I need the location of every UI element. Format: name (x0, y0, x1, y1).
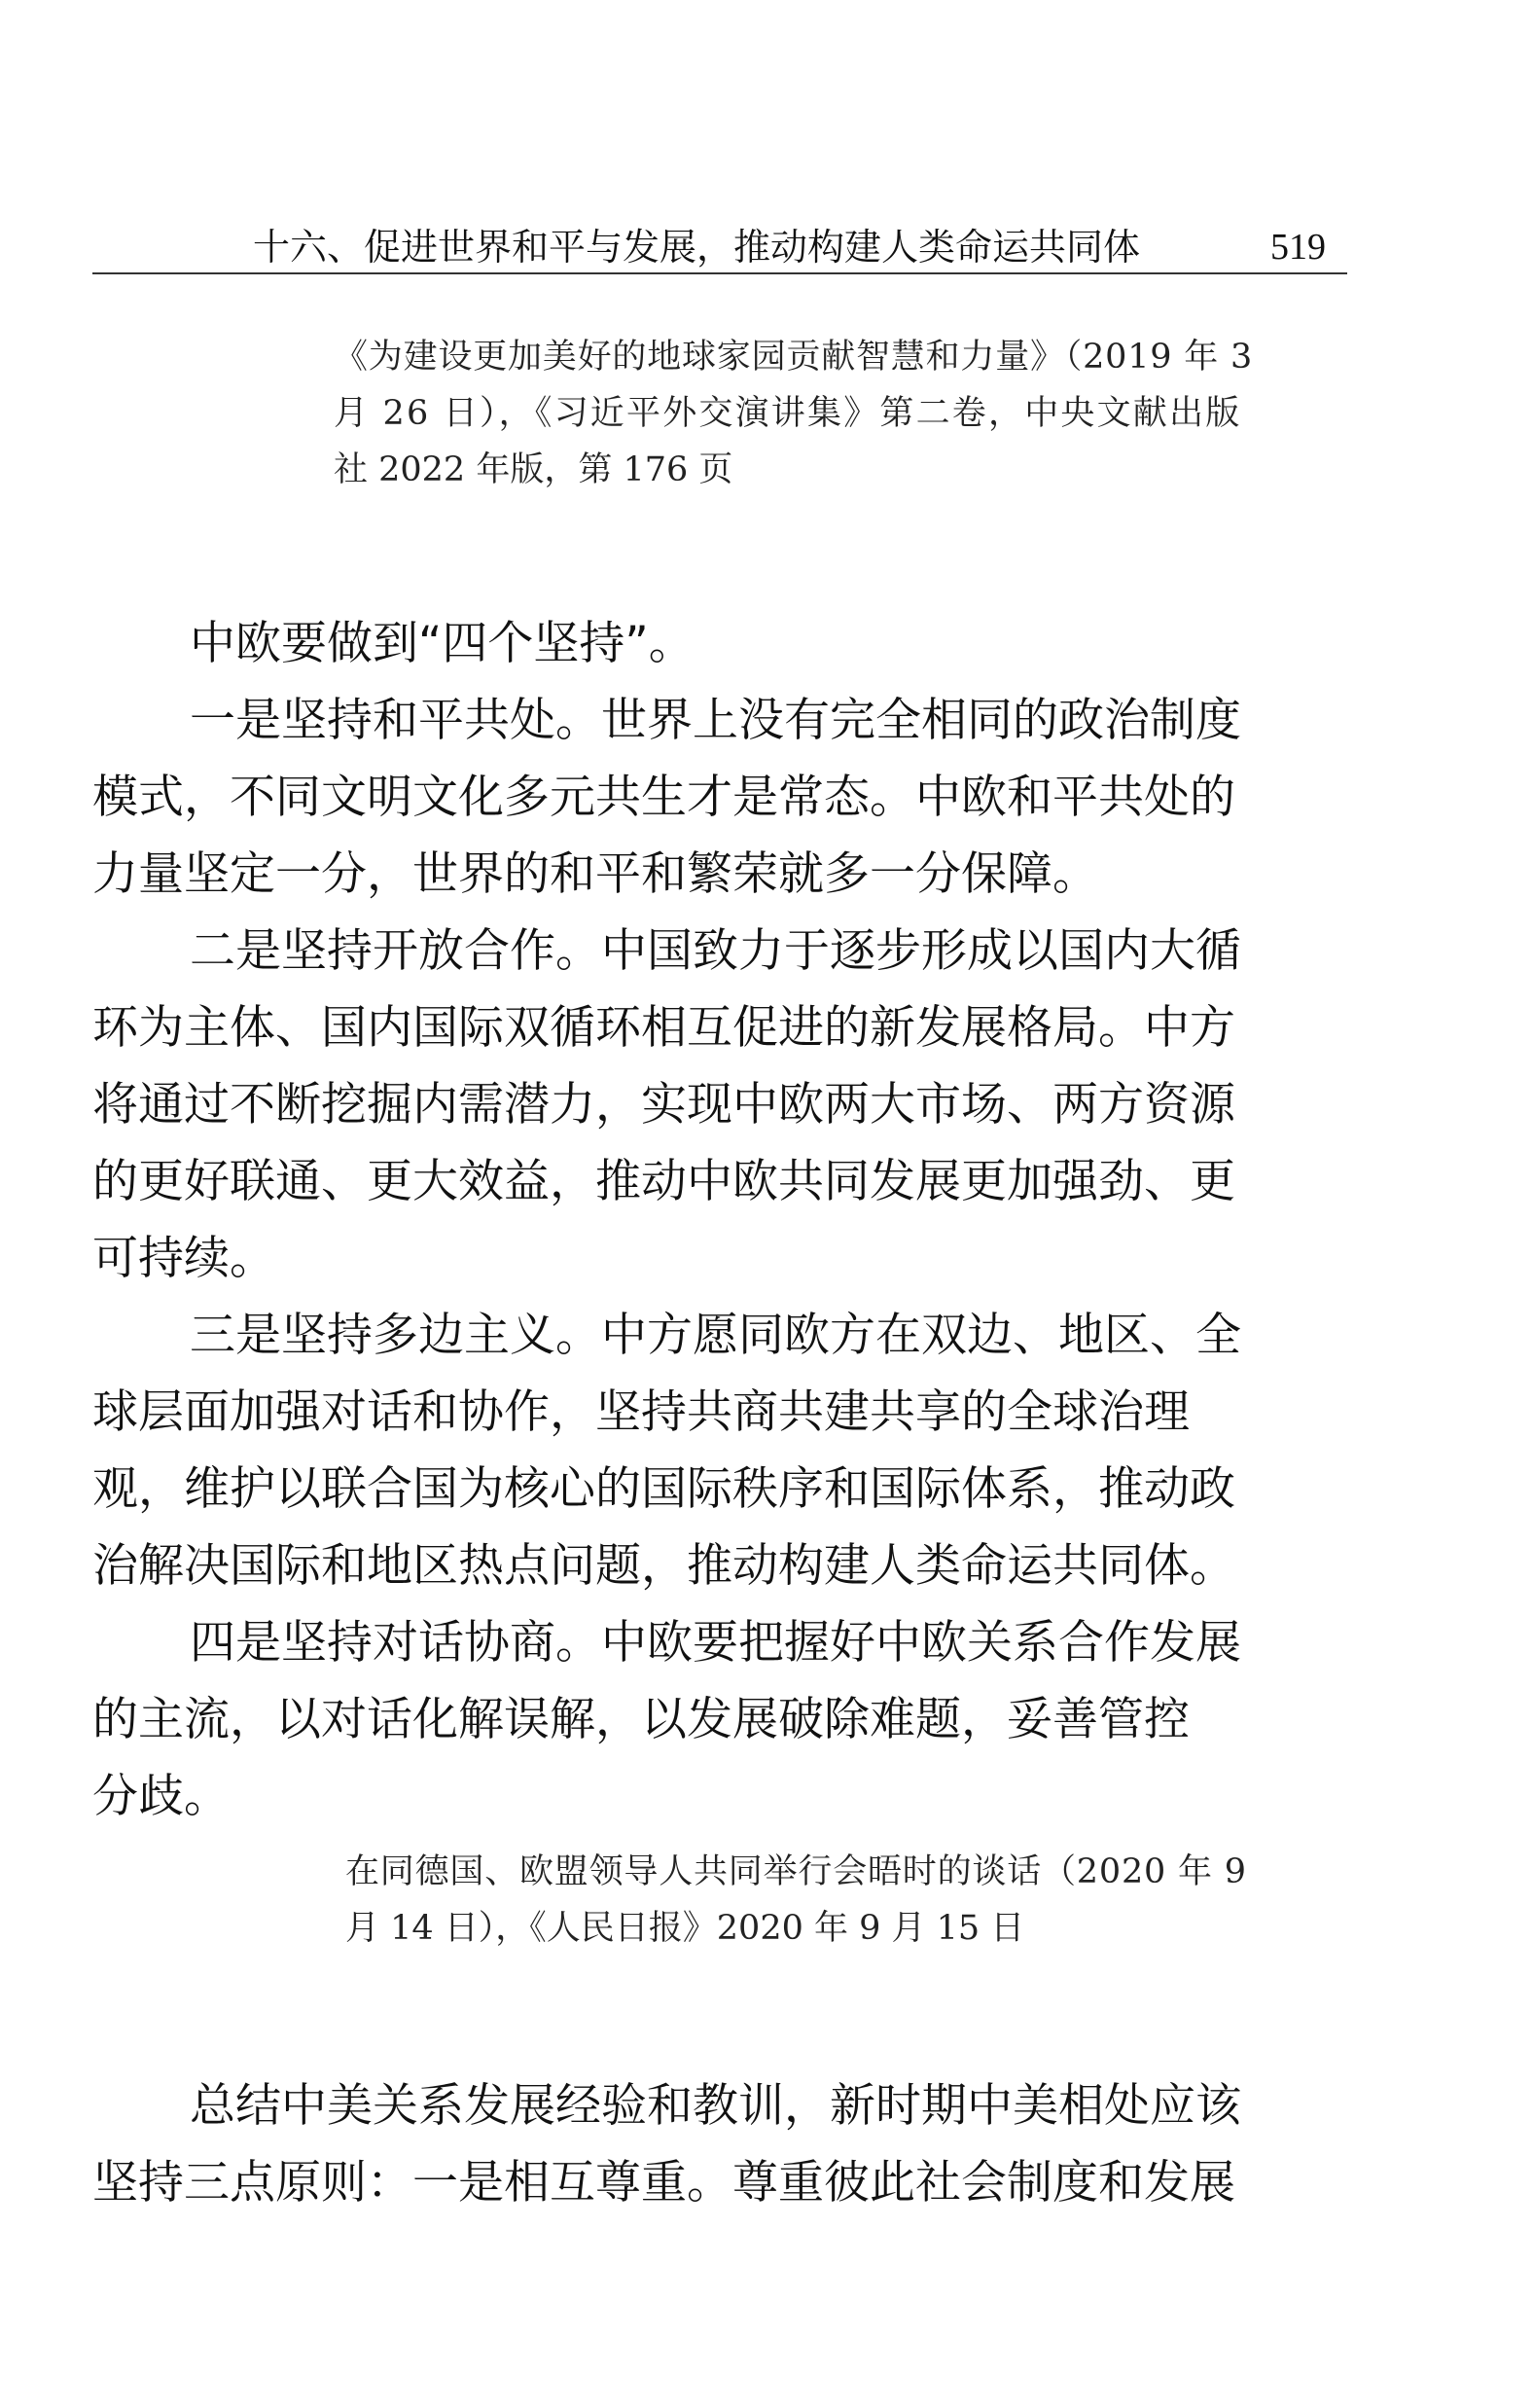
paragraph-line: 中欧要做到“四个坚持”。 (190, 617, 695, 670)
running-title: 十六、促进世界和平与发展，推动构建人类命运共同体 (253, 226, 1141, 269)
paragraph-line: 治解决国际和地区热点问题，推动构建人类命运共同体。 (92, 1539, 1235, 1593)
paragraph-line: 坚持三点原则：一是相互尊重。尊重彼此社会制度和发展 (92, 2156, 1235, 2210)
paragraph-line: 球层面加强对话和协作，坚持共商共建共享的全球治理 (92, 1385, 1190, 1439)
paragraph-line: 分歧。 (92, 1770, 230, 1823)
body-passage (92, 605, 1347, 1835)
paragraph-line: 的主流，以对话化解误解，以发展破除难题，妥善管控 (92, 1693, 1190, 1746)
paragraph-line: 观，维护以联合国为核心的国际秩序和国际体系，推动政 (92, 1462, 1235, 1516)
paragraph-line: 力量坚定一分，世界的和平和繁荣就多一分保障。 (92, 847, 1098, 901)
citation-block (334, 329, 1253, 498)
paragraph-line: 二是坚持开放合作。中国致力于逐步形成以国内大循 (190, 924, 1241, 978)
paragraph-line: 总结中美关系发展经验和教训，新时期中美相处应该 (190, 2079, 1241, 2133)
paragraph-line: 的更好联通、更大效益，推动中欧共同发展更加强劲、更 (92, 1155, 1235, 1208)
citation-line: 在同德国、欧盟领导人共同举行会晤时的谈话（2020 年 9 (345, 1852, 1247, 1891)
paragraph-line: 模式，不同文明文化多元共生才是常态。中欧和平共处的 (92, 771, 1235, 824)
body-passage (92, 2067, 1347, 2221)
paragraph-line: 一是坚持和平共处。世界上没有完全相同的政治制度 (190, 694, 1241, 747)
citation-line: 《为建设更加美好的地球家园贡献智慧和力量》（2019 年 3 (334, 338, 1254, 377)
citation-line: 月 14 日），《人民日报》2020 年 9 月 15 日 (345, 1909, 1025, 1948)
citation-line: 社 2022 年版，第 176 页 (334, 450, 733, 489)
citation-block (345, 1844, 1247, 1957)
paragraph-line: 四是坚持对话协商。中欧要把握好中欧关系合作发展 (190, 1616, 1241, 1670)
paragraph-line: 将通过不断挖掘内需潜力，实现中欧两大市场、两方资源 (92, 1078, 1235, 1132)
running-header (92, 222, 1347, 274)
paragraph-line: 环为主体、国内国际双循环相互促进的新发展格局。中方 (92, 1001, 1235, 1055)
paragraph-line: 可持续。 (92, 1232, 275, 1285)
paragraph-line: 三是坚持多边主义。中方愿同欧方在双边、地区、全 (190, 1309, 1241, 1362)
citation-line: 月 26 日），《习近平外交演讲集》第二卷，中央文献出版 (334, 394, 1242, 433)
page-number: 519 (1270, 227, 1326, 268)
